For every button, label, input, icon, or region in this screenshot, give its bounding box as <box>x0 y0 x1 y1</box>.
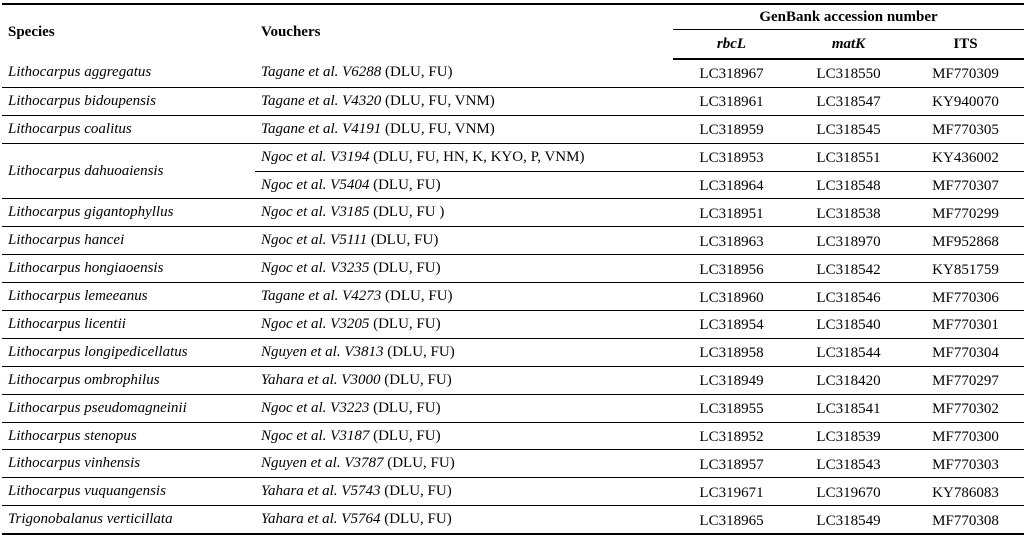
table-row <box>2 394 1024 422</box>
voucher-collector: Ngoc et al. V3205 <box>261 315 370 332</box>
voucher-collector: Ngoc et al. V5111 <box>261 232 368 249</box>
rbcl-accession-cell: LC318949 <box>673 366 790 394</box>
matk-accession-cell: LC318538 <box>790 199 907 227</box>
voucher-collector: Nguyen et al. V3813 <box>261 343 384 360</box>
its-accession-cell: KY940070 <box>907 87 1024 115</box>
voucher-cell <box>255 422 673 450</box>
vouchers-header: Vouchers <box>255 4 673 59</box>
voucher-cell <box>255 478 673 506</box>
table-row <box>2 422 1024 450</box>
matk-accession-cell: LC318420 <box>790 366 907 394</box>
its-accession-cell: MF770305 <box>907 115 1024 143</box>
rbcl-accession-cell: LC318967 <box>673 59 790 87</box>
species-cell: Lithocarpus stenopus <box>2 422 255 450</box>
table-row <box>2 478 1024 506</box>
matk-accession-cell: LC318546 <box>790 283 907 311</box>
matk-accession-cell: LC318547 <box>790 87 907 115</box>
matk-accession-cell: LC318542 <box>790 255 907 283</box>
voucher-cell <box>255 227 673 255</box>
its-accession-cell: MF952868 <box>907 227 1024 255</box>
matk-header: matK <box>790 30 907 60</box>
species-cell: Lithocarpus dahuoaiensis <box>2 143 255 199</box>
voucher-cell <box>255 171 673 199</box>
voucher-collector: Yahara et al. V5743 <box>261 483 381 500</box>
rbcl-accession-cell: LC318961 <box>673 87 790 115</box>
table-row <box>2 450 1024 478</box>
its-accession-cell: MF770301 <box>907 311 1024 339</box>
voucher-cell <box>255 394 673 422</box>
species-cell: Lithocarpus hancei <box>2 227 255 255</box>
its-accession-cell: MF770302 <box>907 394 1024 422</box>
voucher-collector: Yahara et al. V5764 <box>261 511 381 528</box>
voucher-collector: Yahara et al. V3000 <box>261 371 381 388</box>
its-accession-cell: MF770304 <box>907 338 1024 366</box>
matk-accession-cell: LC318550 <box>790 59 907 87</box>
voucher-herbaria: (DLU, FU, VNM) <box>381 92 495 109</box>
its-accession-cell: KY436002 <box>907 143 1024 171</box>
voucher-cell <box>255 283 673 311</box>
voucher-herbaria: (DLU, FU) <box>380 371 452 388</box>
its-accession-cell: KY851759 <box>907 255 1024 283</box>
species-cell: Lithocarpus coalitus <box>2 115 255 143</box>
voucher-herbaria: (DLU, FU) <box>369 315 441 332</box>
voucher-herbaria: (DLU, FU) <box>380 511 452 528</box>
rbcl-accession-cell: LC318957 <box>673 450 790 478</box>
voucher-cell <box>255 255 673 283</box>
voucher-herbaria: (DLU, FU) <box>381 288 453 305</box>
table-row <box>2 338 1024 366</box>
species-cell: Lithocarpus aggregatus <box>2 59 255 87</box>
species-cell: Lithocarpus pseudomagneinii <box>2 394 255 422</box>
rbcl-accession-cell: LC318952 <box>673 422 790 450</box>
voucher-collector: Ngoc et al. V3185 <box>261 204 370 221</box>
rbcl-header: rbcL <box>673 30 790 60</box>
voucher-cell <box>255 366 673 394</box>
table-row <box>2 143 1024 171</box>
voucher-herbaria: (DLU, FU ) <box>369 204 445 221</box>
table-row <box>2 87 1024 115</box>
table-row <box>2 199 1024 227</box>
voucher-cell <box>255 115 673 143</box>
voucher-collector: Tagane et al. V6288 <box>261 64 382 81</box>
rbcl-accession-cell: LC318964 <box>673 171 790 199</box>
voucher-herbaria: (DLU, FU) <box>381 64 453 81</box>
table-row <box>2 255 1024 283</box>
rbcl-accession-cell: LC318955 <box>673 394 790 422</box>
table-body <box>2 59 1024 534</box>
accession-table <box>2 3 1024 535</box>
table-row <box>2 311 1024 339</box>
species-cell: Lithocarpus vuquangensis <box>2 478 255 506</box>
table-row <box>2 366 1024 394</box>
voucher-herbaria: (DLU, FU, VNM) <box>381 120 495 137</box>
voucher-cell <box>255 87 673 115</box>
matk-accession-cell: LC318539 <box>790 422 907 450</box>
voucher-herbaria: (DLU, FU) <box>367 232 439 249</box>
voucher-herbaria: (DLU, FU) <box>369 399 441 416</box>
rbcl-accession-cell: LC318954 <box>673 311 790 339</box>
species-cell: Lithocarpus hongiaoensis <box>2 255 255 283</box>
species-cell: Lithocarpus longipedicellatus <box>2 338 255 366</box>
matk-accession-cell: LC318541 <box>790 394 907 422</box>
its-header: ITS <box>907 30 1024 60</box>
voucher-cell <box>255 59 673 87</box>
rbcl-accession-cell: LC318956 <box>673 255 790 283</box>
voucher-collector: Tagane et al. V4273 <box>261 288 382 305</box>
species-cell: Lithocarpus vinhensis <box>2 450 255 478</box>
table-row <box>2 227 1024 255</box>
voucher-collector: Tagane et al. V4320 <box>261 92 382 109</box>
voucher-collector: Ngoc et al. V3187 <box>261 427 370 444</box>
its-accession-cell: MF770303 <box>907 450 1024 478</box>
voucher-herbaria: (DLU, FU) <box>369 260 441 277</box>
species-cell: Lithocarpus gigantophyllus <box>2 199 255 227</box>
species-cell: Lithocarpus bidoupensis <box>2 87 255 115</box>
matk-accession-cell: LC318543 <box>790 450 907 478</box>
rbcl-accession-cell: LC319671 <box>673 478 790 506</box>
voucher-cell <box>255 199 673 227</box>
table-row <box>2 506 1024 534</box>
voucher-collector: Nguyen et al. V3787 <box>261 455 384 472</box>
table-row <box>2 59 1024 87</box>
rbcl-accession-cell: LC318958 <box>673 338 790 366</box>
its-accession-cell: MF770309 <box>907 59 1024 87</box>
voucher-cell <box>255 143 673 171</box>
its-accession-cell: MF770307 <box>907 171 1024 199</box>
voucher-collector: Ngoc et al. V3235 <box>261 260 370 277</box>
matk-accession-cell: LC318551 <box>790 143 907 171</box>
voucher-cell <box>255 311 673 339</box>
species-cell: Trigonobalanus verticillata <box>2 506 255 534</box>
rbcl-accession-cell: LC318959 <box>673 115 790 143</box>
species-cell: Lithocarpus ombrophilus <box>2 366 255 394</box>
its-accession-cell: MF770308 <box>907 506 1024 534</box>
species-cell: Lithocarpus lemeeanus <box>2 283 255 311</box>
table-row <box>2 115 1024 143</box>
voucher-herbaria: (DLU, FU) <box>369 427 441 444</box>
voucher-herbaria: (DLU, FU) <box>369 176 441 193</box>
voucher-collector: Ngoc et al. V5404 <box>261 176 370 193</box>
its-accession-cell: MF770300 <box>907 422 1024 450</box>
matk-accession-cell: LC318549 <box>790 506 907 534</box>
rbcl-accession-cell: LC318953 <box>673 143 790 171</box>
voucher-collector: Tagane et al. V4191 <box>261 120 382 137</box>
matk-accession-cell: LC318548 <box>790 171 907 199</box>
genbank-header: GenBank accession number <box>673 4 1024 30</box>
its-accession-cell: MF770297 <box>907 366 1024 394</box>
rbcl-accession-cell: LC318965 <box>673 506 790 534</box>
voucher-collector: Ngoc et al. V3223 <box>261 399 370 416</box>
voucher-herbaria: (DLU, FU) <box>383 455 455 472</box>
rbcl-accession-cell: LC318951 <box>673 199 790 227</box>
species-cell: Lithocarpus licentii <box>2 311 255 339</box>
voucher-herbaria: (DLU, FU) <box>380 483 452 500</box>
species-header: Species <box>2 4 255 59</box>
voucher-herbaria: (DLU, FU) <box>383 343 455 360</box>
its-accession-cell: MF770306 <box>907 283 1024 311</box>
its-accession-cell: KY786083 <box>907 478 1024 506</box>
table-row <box>2 283 1024 311</box>
voucher-cell <box>255 338 673 366</box>
matk-accession-cell: LC318540 <box>790 311 907 339</box>
matk-accession-cell: LC318544 <box>790 338 907 366</box>
rbcl-accession-cell: LC318960 <box>673 283 790 311</box>
table-header <box>2 4 1024 59</box>
voucher-cell <box>255 506 673 534</box>
matk-accession-cell: LC318545 <box>790 115 907 143</box>
voucher-herbaria: (DLU, FU, HN, K, KYO, P, VNM) <box>369 148 585 165</box>
voucher-cell <box>255 450 673 478</box>
voucher-collector: Ngoc et al. V3194 <box>261 148 370 165</box>
matk-accession-cell: LC319670 <box>790 478 907 506</box>
rbcl-accession-cell: LC318963 <box>673 227 790 255</box>
matk-accession-cell: LC318970 <box>790 227 907 255</box>
its-accession-cell: MF770299 <box>907 199 1024 227</box>
